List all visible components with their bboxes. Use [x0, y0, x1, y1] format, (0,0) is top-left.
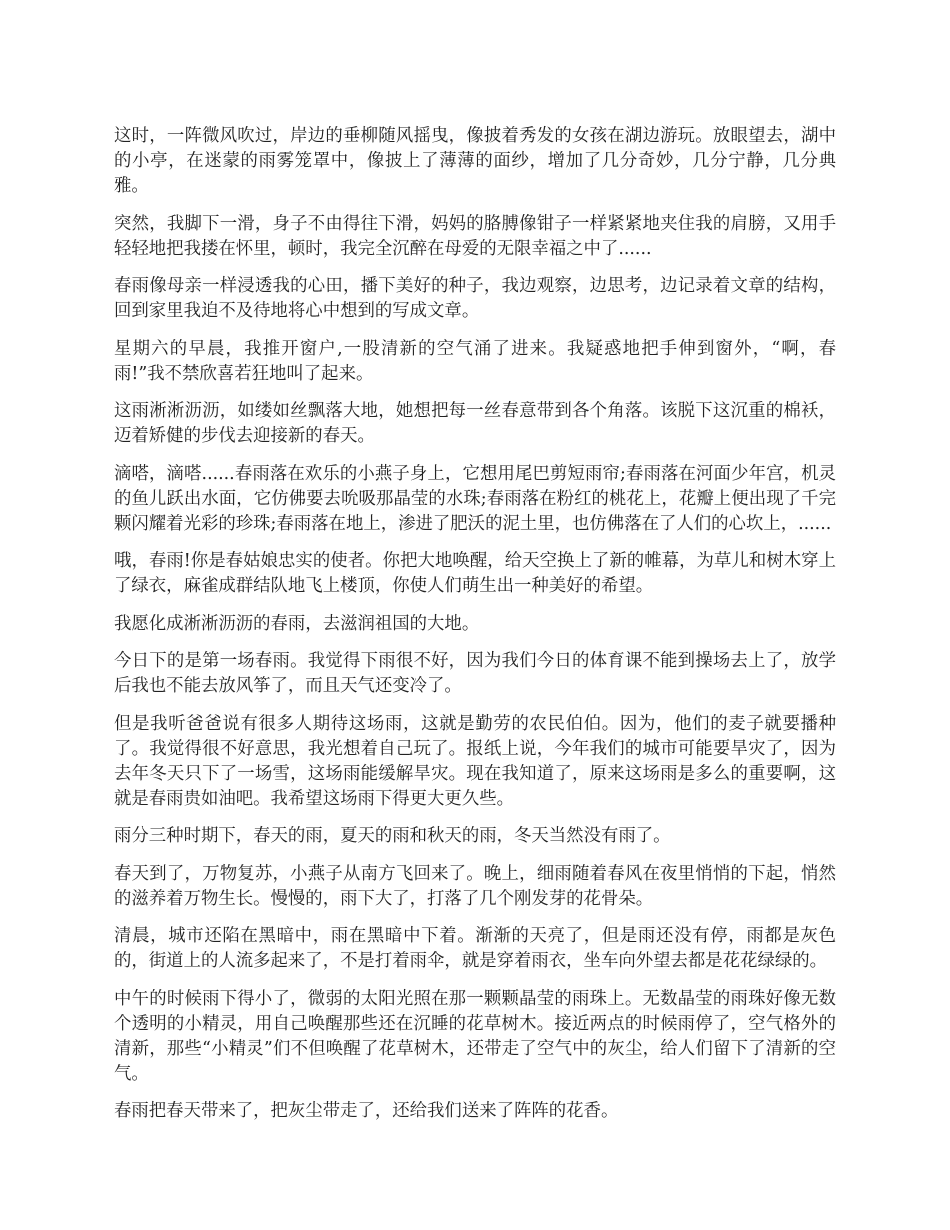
paragraph: 滴嗒，滴嗒......春雨落在欢乐的小燕子身上，它想用尾巴剪短雨帘;春雨落在河面少年宫，机灵的鱼儿跃出水面，它仿佛要去吮吸那晶莹的水珠;春雨落在粉红的桃花上，花瓣上便出现了千完颗闪耀着光彩的珍珠;春雨落在地上，渗进了肥沃的泥土里，也仿佛落在了人们的心坎上，......: [114, 463, 836, 534]
paragraph: 这时，一阵微风吹过，岸边的垂柳随风摇曳，像披着秀发的女孩在湖边游玩。放眼望去，湖中的小亭，在迷蒙的雨雾笼罩中，像披上了薄薄的面纱，增加了几分奇妙，几分宁静，几分典雅。: [114, 126, 836, 196]
paragraph: 春雨像母亲一样浸透我的心田，播下美好的种子，我边观察，边思考，边记录着文章的结构，回到家里我迫不及待地将心中想到的写成文章。: [114, 276, 836, 321]
paragraph: 雨分三种时期下，春天的雨，夏天的雨和秋天的雨，冬天当然没有雨了。: [114, 826, 671, 846]
paragraph: 春雨把春天带来了，把灰尘带走了，还给我们送来了阵阵的花香。: [114, 1101, 619, 1121]
paragraph: 这雨淅淅沥沥，如缕如丝飘落大地，她想把每一丝春意带到各个角落。该脱下这沉重的棉袄，迈着矫健的步伐去迎接新的春天。: [114, 401, 836, 446]
document-body: [114, 124, 836, 1137]
paragraph: 我愿化成淅淅沥沥的春雨，去滋润祖国的大地。: [114, 613, 480, 634]
paragraph: 星期六的早晨，我推开窗户,一股清新的空气涌了进来。我疑惑地把手伸到窗外，“啊，春雨!”我不禁欣喜若狂地叫了起来。: [114, 338, 836, 384]
paragraph: 哦，春雨!你是春姑娘忠实的使者。你把大地唤醒，给天空换上了新的帷幕，为草儿和树木穿上了绿衣，麻雀成群结队地飞上楼顶，你使人们萌生出一种美好的希望。: [114, 551, 836, 596]
paragraph: 春天到了，万物复苏，小燕子从南方飞回来了。晚上，细雨随着春风在夜里悄悄的下起，悄然的滋养着万物生长。慢慢的，雨下大了，打落了几个刚发芽的花骨朵。: [114, 863, 836, 909]
paragraph: 但是我听爸爸说有很多人期待这场雨，这就是勤劳的农民伯伯。因为，他们的麦子就要播种了。我觉得很不好意思，我光想着自己玩了。报纸上说，今年我们的城市可能要旱灾了，因为去年冬天只下了一场雪，这场雨能缓解旱灾。现在我知道了，原来这场雨是多么的重要啊，这就是春雨贵如油吧。我希望这场雨下得更大更久些。: [114, 713, 836, 809]
paragraph: 清晨，城市还陷在黑暗中，雨在黑暗中下着。渐渐的天亮了，但是雨还没有停，雨都是灰色的，街道上的人流多起来了，不是打着雨伞，就是穿着雨衣，坐车向外望去都是花花绿绿的。: [114, 926, 836, 971]
paragraph: 中午的时候雨下得小了，微弱的太阳光照在那一颗颗晶莹的雨珠上。无数晶莹的雨珠好像无数个透明的小精灵，用自己唤醒那些还在沉睡的花草树木。接近两点的时候雨停了，空气格外的清新，那些“小精灵”们不但唤醒了花草树木，还带走了空气中的灰尘，给人们留下了清新的空气。: [114, 988, 836, 1084]
paragraph: 今日下的是第一场春雨。我觉得下雨很不好，因为我们今日的体育课不能到操场去上了，放学后我也不能去放风筝了，而且天气还变冷了。: [114, 651, 836, 696]
paragraph: 突然，我脚下一滑，身子不由得往下滑，妈妈的胳膊像钳子一样紧紧地夹住我的肩膀，又用手轻轻地把我搂在怀里，顿时，我完全沉醉在母爱的无限幸福之中了......: [114, 213, 836, 259]
